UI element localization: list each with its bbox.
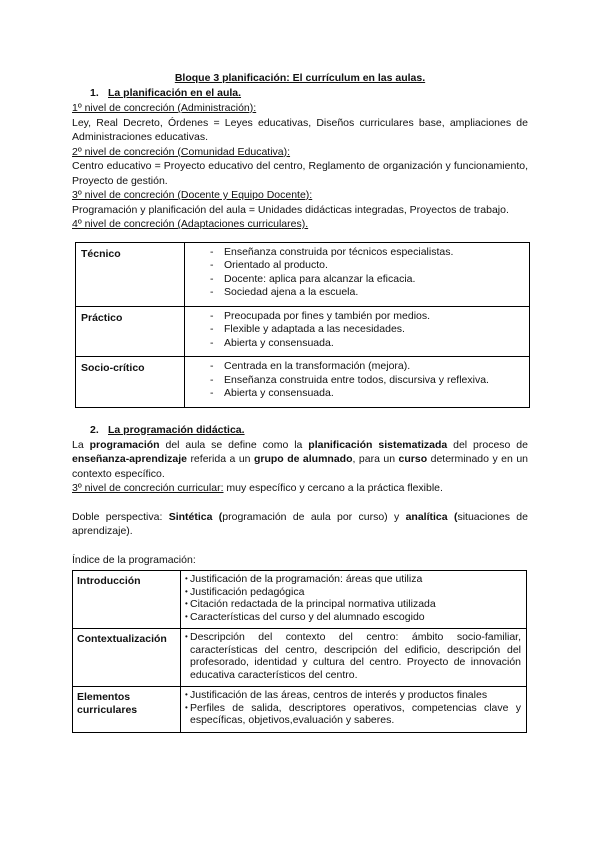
section-1-title: La planificación en el aula. — [108, 87, 242, 99]
list-item: • Justificación de las áreas, centros de interés y productos finales — [185, 689, 521, 702]
table-row — [76, 306, 530, 357]
list-item: - Enseñanza construida entre todos, discursiva y reflexiva. — [210, 374, 524, 388]
index-section-name: Introducción — [73, 571, 181, 629]
list-item: - Centrada en la transformación (mejora). — [210, 360, 524, 374]
section-2-number: 2. — [90, 423, 99, 436]
index-section-items — [181, 687, 527, 733]
list-item: • Descripción del contexto del centro: ámbito socio-familiar, características del centro, descripción del edificio, descripción del profesorado, identidad y cultura del centro. Proyecto de innovación educativa característicos del centro. — [185, 631, 521, 681]
list-item: - Flexible y adaptada a las necesidades. — [210, 323, 524, 337]
level-3-label: 3º nivel de concreción (Docente y Equipo Docente): — [72, 189, 313, 201]
index-section-name: Elementos curriculares — [73, 687, 181, 733]
index-section-name: Contextualización — [73, 629, 181, 687]
level-3-curricular: 3º nivel de concreción curricular: muy específico y cercano a la práctica flexible. — [72, 482, 443, 494]
level-2-label: 2º nivel de concreción (Comunidad Educativa): — [72, 145, 291, 158]
curriculum-models-table — [75, 242, 530, 408]
model-features — [185, 242, 530, 306]
double-perspective: Doble perspectiva: Sintética (programación de aula por curso) y analítica (situaciones de aprendizaje). — [72, 510, 528, 537]
index-section-items — [181, 571, 527, 629]
table-row — [76, 357, 530, 408]
table-row — [73, 687, 527, 733]
table-row — [73, 571, 527, 629]
list-item: • Citación redactada de la principal normativa utilizada — [185, 598, 521, 611]
list-item: • Características del curso y del alumnado escogido — [185, 611, 521, 624]
level-2-text: Centro educativo = Proyecto educativo del centro, Reglamento de organización y funcionamiento, Proyecto de gestión. — [72, 160, 528, 187]
list-item: - Sociedad ajena a la escuela. — [210, 286, 524, 300]
model-name: Práctico — [76, 306, 185, 357]
list-item: - Abierta y consensuada. — [210, 337, 524, 351]
level-1-text: Ley, Real Decreto, Órdenes = Leyes educativas, Diseños curriculares base, ampliaciones de Administraciones educativas. — [72, 116, 528, 143]
list-item: - Abierta y consensuada. — [210, 387, 524, 401]
level-4-label: 4º nivel de concreción (Adaptaciones curriculares). — [72, 218, 309, 230]
section-1-heading — [72, 87, 528, 99]
table-row — [76, 242, 530, 306]
list-item: - Docente: aplica para alcanzar la eficacia. — [210, 273, 524, 287]
list-item: • Perfiles de salida, descriptores operativos, competencias clave y específicas, objetivos,evaluación y saberes. — [185, 702, 521, 727]
model-name: Técnico — [76, 242, 185, 306]
programming-definition: La programación del aula se define como la planificación sistematizada del proceso de enseñanza-aprendizaje referida a un grupo de alumnado, para un curso determinado y en un contexto específico. — [72, 438, 528, 480]
list-item: - Orientado al producto. — [210, 259, 524, 273]
section-2-title: La programación didáctica. — [108, 423, 245, 436]
document-title: Bloque 3 planificación: El currículum en las aulas. — [174, 72, 426, 84]
list-item: • Justificación pedagógica — [185, 586, 521, 599]
section-2-heading — [72, 424, 528, 436]
list-item: - Preocupada por fines y también por medios. — [210, 310, 524, 324]
programming-index-table — [72, 570, 527, 733]
level-1-label: 1º nivel de concreción (Administración): — [72, 102, 257, 114]
list-item: • Justificación de la programación: áreas que utiliza — [185, 573, 521, 586]
index-label: Índice de la programación: — [72, 553, 196, 566]
model-features — [185, 357, 530, 408]
model-name: Socio-crítico — [76, 357, 185, 408]
section-1-number: 1. — [90, 87, 99, 99]
index-section-items — [181, 629, 527, 687]
model-features — [185, 306, 530, 357]
list-item: - Enseñanza construida por técnicos especialistas. — [210, 246, 524, 260]
table-row — [73, 629, 527, 687]
level-3-text: Programación y planificación del aula = Unidades didácticas integradas, Proyectos de trabajo. — [72, 203, 509, 216]
